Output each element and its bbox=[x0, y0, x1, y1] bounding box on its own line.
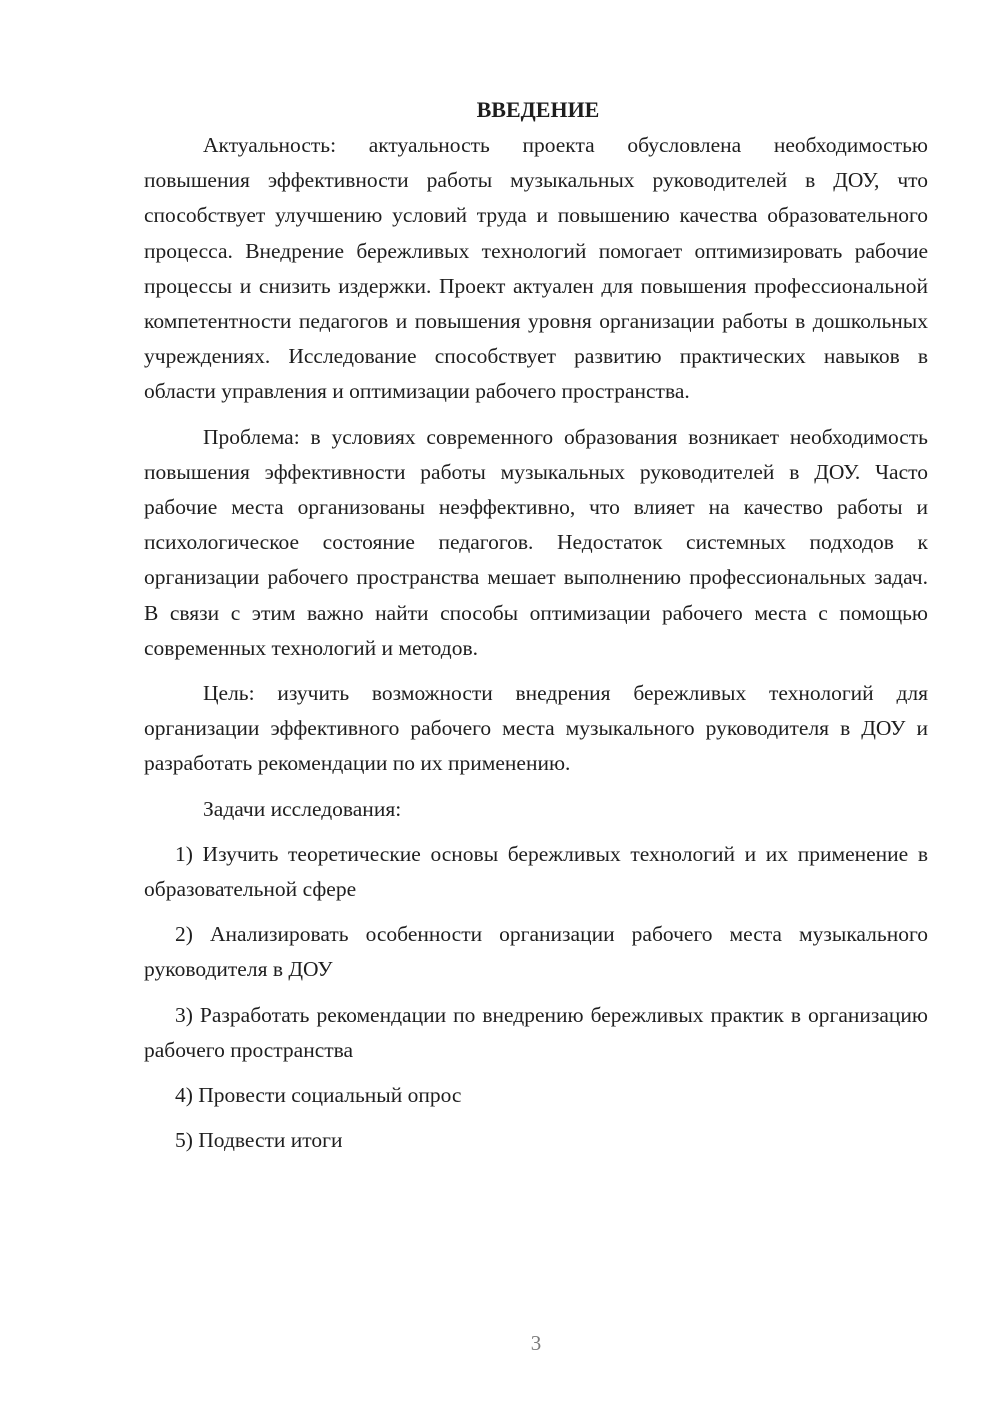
relevance-paragraph: Актуальность: актуальность проекта обусловлена необходимостью повышения эффективности работы музыкальных руководителей в ДОУ, что способствует улучшению условий труда и повышению качества образовательного процесса. Внедрение бережливых технологий помогает оптимизировать рабочие процессы и снизить издержки. Проект актуален для повышения профессиональной компетентности педагогов и повышения уровня организации работы в дошкольных учреждениях. Исследование способствует развитию практических навыков в области управления и оптимизации рабочего пространства. bbox=[144, 133, 928, 404]
task-item: 3) Разработать рекомендации по внедрению бережливых практик в организацию рабочего пространства bbox=[144, 1002, 928, 1062]
task-item: 2) Анализировать особенности организации рабочего места музыкального руководителя в ДОУ bbox=[144, 922, 928, 982]
task-item: 4) Провести социальный опрос bbox=[175, 1083, 462, 1108]
task-item: 1) Изучить теоретические основы бережливых технологий и их применение в образовательной сфере bbox=[144, 841, 928, 902]
section-title: ВВЕДЕНИЕ bbox=[476, 97, 600, 122]
document-page bbox=[144, 92, 928, 1168]
goal-paragraph: Цель: изучить возможности внедрения бережливых технологий для организации эффективного рабочего места музыкального руководителя в ДОУ и разработать рекомендации по их применению. bbox=[144, 681, 928, 776]
problem-paragraph: Проблема: в условиях современного образования возникает необходимость повышения эффективности работы музыкальных руководителей в ДОУ. Часто рабочие места организованы неэффективно, что влияет на качество работы и психологическое состояние педагогов. Недостаток системных подходов к организации рабочего пространства мешает выполнению профессиональных задач. В связи с этим важно найти способы оптимизации рабочего места с помощью современных технологий и методов. bbox=[144, 424, 928, 660]
tasks-heading: Задачи исследования: bbox=[203, 796, 402, 821]
tasks-list bbox=[144, 837, 928, 1159]
page-number: 3 bbox=[530, 1331, 542, 1355]
task-item: 5) Подвести итоги bbox=[175, 1128, 343, 1153]
